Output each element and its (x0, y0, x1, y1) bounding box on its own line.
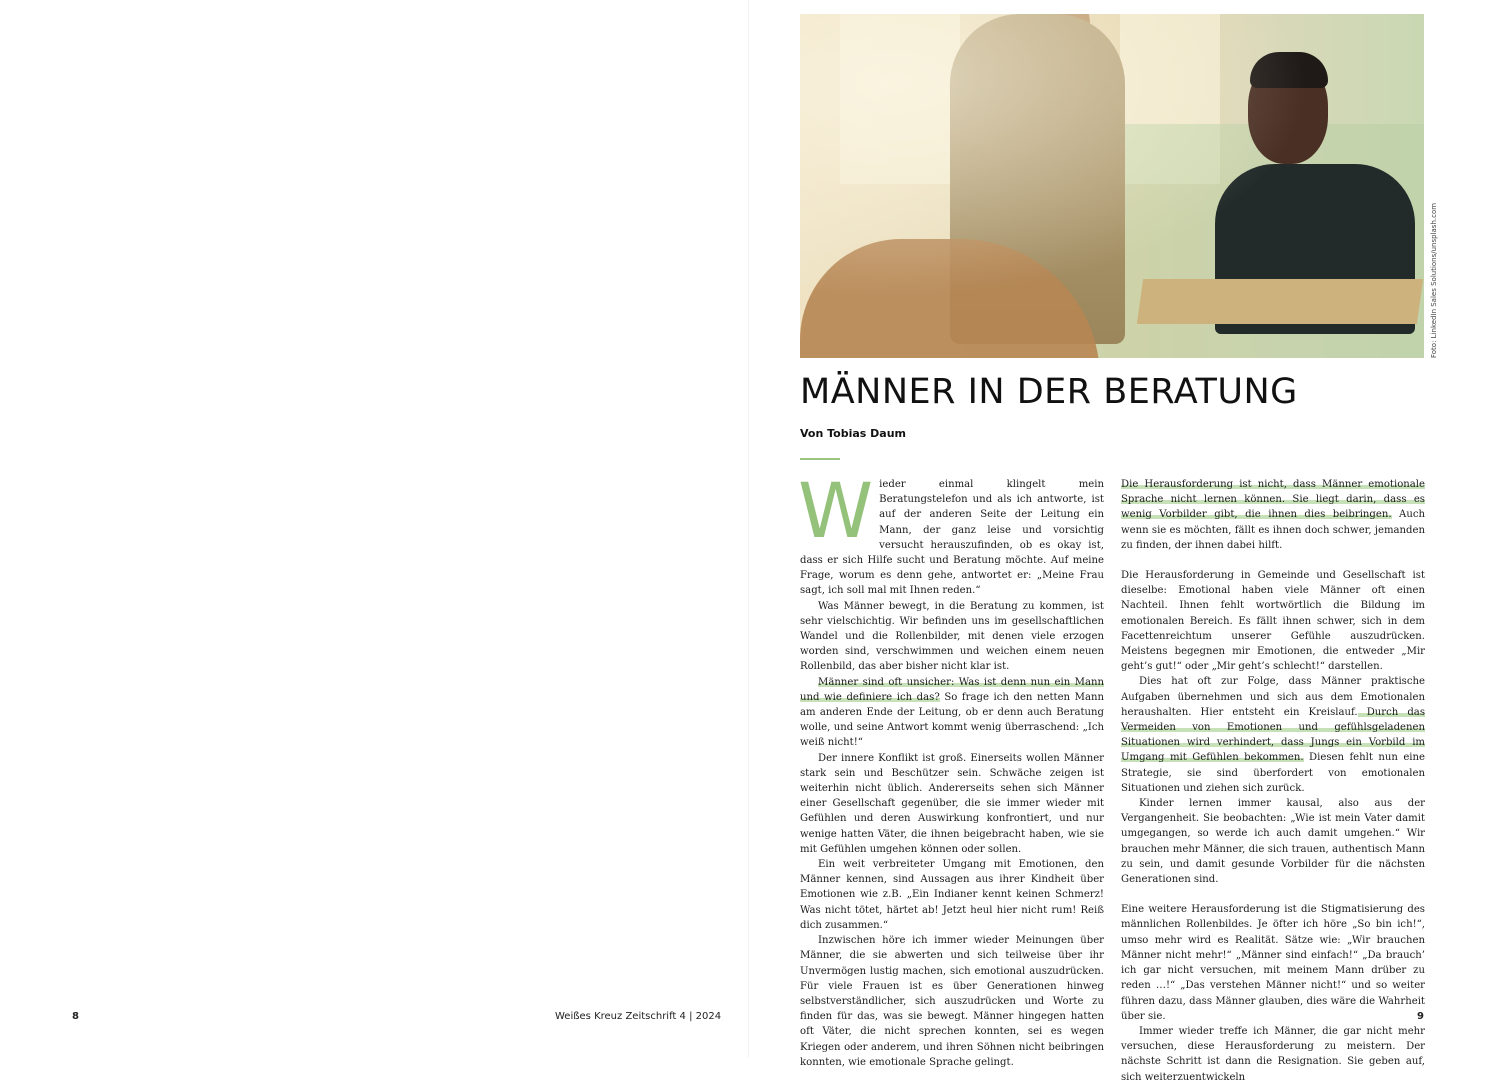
page-gutter (748, 0, 749, 1058)
publication-footer: Weißes Kreuz Zeitschrift 4 | 2024 (555, 1011, 722, 1022)
paragraph: Dies hat oft zur Folge, dass Männer praktische Aufgaben übernehmen und sich aus dem Emotionalen heraushalten. Hier entsteht ein Kreislauf. Durch das Vermeiden von Emotionen und gefühlsgeladenen Situationen wird verhindert, dass Jungs ein Vorbild im Umgang mit Gefühlen bekommen. Diesen fehlt nun eine Strategie, sie sind überfordert von emotionalen Situationen und ziehen sich zurück. (1121, 676, 1425, 794)
text-column-2 (1121, 477, 1425, 1085)
drop-cap: W (798, 466, 874, 555)
accent-rule (800, 458, 840, 460)
page-number-right: 9 (1417, 1011, 1424, 1022)
paragraph: Männer sind oft unsicher: Was ist denn nun ein Mann und wie definiere ich das? So frage ich den netten Mann am anderen Ende der Leitung, ob er denn auch Beratung wolle, und seine Antwort kommt wenig überraschend: „Ich weiß nicht!“ (800, 676, 1104, 749)
left-page (0, 0, 748, 1058)
paragraph: Was Männer bewegt, in die Beratung zu kommen, ist sehr vielschichtig. Wir befinden uns im gesellschaftlichen Wandel und die Rollenbilder, mit denen viele erzogen worden sind, verschwimmen und weichen einem neuen Rollenbild, das aber bisher nicht klar ist. (800, 600, 1104, 673)
highlighted-text: Durch das Vermeiden von Emotionen und gefühlsgeladenen Situationen wird verhindert, dass Jungs ein Vorbild im Umgang mit Gefühlen bekommen. (1121, 706, 1425, 764)
highlighted-text: Männer sind oft unsicher: Was ist denn nun ein Mann und wie definiere ich das? (800, 676, 1104, 703)
paragraph: Der innere Konflikt ist groß. Einerseits wollen Männer stark sein und Beschützer sein. Schwäche zeigen ist weiterhin nicht üblich. Andererseits sehen sich Männer einer Gesellschaft gegenüber, die sie immer wieder mit Gefühlen und deren Auswirkung konfrontiert, und nur wenige hatten Väter, die ihnen beigebracht haben, wie sie mit Gefühlen umgehen können oder sollen. (800, 752, 1104, 855)
photo-glare (800, 14, 1424, 358)
page-number-left: 8 (72, 1011, 79, 1022)
paragraph: Die Herausforderung in Gemeinde und Gesellschaft ist dieselbe: Emotional haben viele Männer oft einen Nachteil. Ihnen fehlt wortwörtlich die Bildung im emotionalen Bereich. Es fällt ihnen schwer, sich in dem Facettenreichtum unserer Gefühle auszudrücken. Meistens begegnen mir Emotionen, die entweder „Mir geht’s gut!“ oder „Mir geht’s schlecht!“ darstellen. (1121, 570, 1425, 673)
paragraph: Eine weitere Herausforderung ist die Stigmatisierung des männlichen Rollenbildes. Je öfter ich höre „So bin ich!“, umso mehr wird es Realität. Sätze wie: „Wir brauchen Männer nicht mehr!“ „Männer sind einfach!“ „Da brauch’ ich gar nicht versuchen, mit meinem Mann drüber zu reden …!“ „Das verstehen Männer nicht!“ und so weiter führen dazu, dass Männer glauben, dies wäre die Wahrheit über sie. (1121, 904, 1425, 1022)
highlighted-text: Die Herausforderung ist nicht, dass Männer emotionale Sprache nicht lernen können. Sie liegt darin, dass es wenig Vorbilder gibt, die ihnen dies beibringen. (1121, 479, 1425, 521)
paragraph: Kinder lernen immer kausal, also aus der Vergangenheit. Sie beobachten: „Wie ist mein Vater damit umgegangen, so werde ich auch damit umgehen.“ Wir brauchen mehr Männer, die sich trauen, authentisch Mann zu sein, und damit gesunde Vorbilder für die nächsten Generationen sind. (1121, 798, 1425, 886)
article-photo (800, 14, 1424, 358)
paragraph: Ein weit verbreiteter Umgang mit Emotionen, den Männer kennen, sind Aussagen aus ihrer Kindheit über Emotionen wie z.B. „Ein Indianer kennt keinen Schmerz! Was nicht tötet, härtet ab! Jetzt heul hier nicht rum! Reiß dich zusammen.“ (800, 859, 1104, 931)
text-column-1 (798, 466, 1104, 1070)
photo-credit: Foto: LinkedIn Sales Solutions/unsplash.com (1430, 202, 1438, 358)
paragraph: Immer wieder treffe ich Männer, die gar nicht mehr versuchen, diese Herausforderung zu meistern. Der nächste Schritt ist dann die Resignation. Sie geben auf, sich weiterzuentwickeln (1121, 1025, 1425, 1083)
article-byline: Von Tobias Daum (800, 427, 907, 440)
article-title: MÄNNER IN DER BERATUNG (800, 372, 1298, 412)
paragraph: Wieder einmal klingelt mein Beratungstelefon und als ich antworte, ist auf der anderen Seite der Leitung ein Mann, der ganz leise und vorsichtig versucht herauszufinden, ob es okay ist, dass er sich Hilfe sucht und Beratung möchte. Auf meine Frage, worum es denn gehe, antwortet er: „Meine Frau sagt, ich soll mal mit Ihnen reden.“ (798, 466, 1104, 597)
paragraph: Inzwischen höre ich immer wieder Meinungen über Männer, die sie abwerten und sich teilweise über ihr Unvermögen lustig machen, sich emotional auszudrücken. Für viele Frauen ist es über Generationen hinweg selbstverständlicher, sich auszudrücken und Worte zu finden für das, was sie bewegt. Männer hingegen hatten oft Väter, die nicht sprechen konnten, sei es wegen Kriegen oder anderem, und ihren Söhnen nicht beibringen konnten, wie emotionale Sprache gelingt. (800, 935, 1104, 1068)
paragraph: Die Herausforderung ist nicht, dass Männer emotionale Sprache nicht lernen können. Sie liegt darin, dass es wenig Vorbilder gibt, die ihnen dies beibringen. Auch wenn sie es möchten, fällt es ihnen doch schwer, jemanden zu finden, der ihnen dabei hilft. (1121, 479, 1426, 551)
